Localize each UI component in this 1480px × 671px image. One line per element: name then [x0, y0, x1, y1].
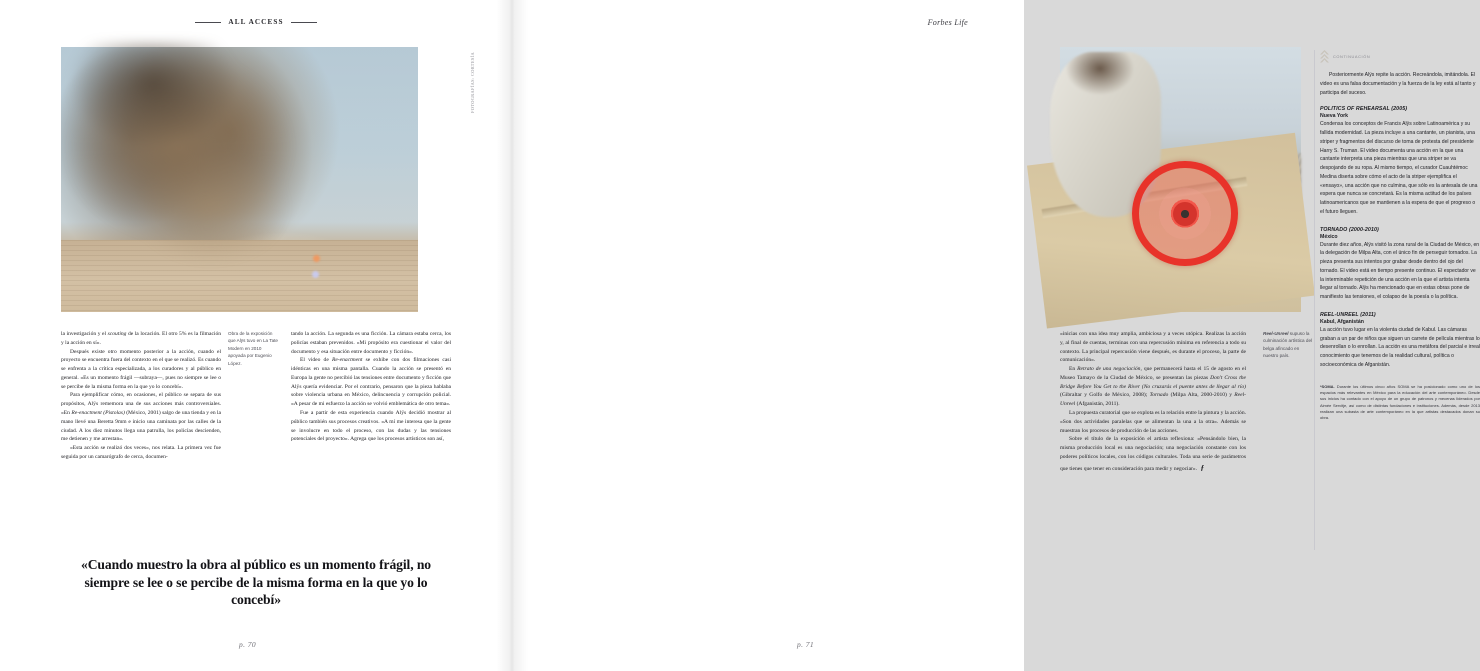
paragraph: La propuesta curatorial que se explota es la relación entre la pintura y la acción. «Son dos actividades paralelas que se alimentan la una a la otra». Además se muestran los procesos de producción de las acciones. [1060, 410, 1246, 434]
sidebar-continued-panel [1320, 50, 1480, 422]
body-column-right-1 [1060, 330, 1246, 474]
end-mark: ƒ [1200, 462, 1205, 472]
paragraph: Para ejemplificar cómo, en ocasiones, el público se separa de sus propósitos, Alÿs rememora una de sus acciones más controversiales. «En Re-enactment (Pistolas) (México, 2001) salgo de una tienda y en la mano llevé una Beretta 9mm e inicio una caminata por las calles de la ciudad. A los diez minutos llega una patrulla, los policías descienden, me detienen y me arrestan». [61, 392, 222, 443]
paragraph: «Esta acción se realizó dos veces», nos relata. La primera vez fue seguida por un camarógrafo de cerca, documen- [61, 445, 221, 460]
running-head-left [56, 18, 456, 26]
sidebar-entry-title: POLITICS OF REHEARSAL (2005) [1320, 106, 1408, 113]
sidebar-entry-body: Durante diez años, Alÿs visitó la zona rural de la Ciudad de México, en la delegación de Milpa Alta, con el único fin de perseguir tornados. La pieza presenta sus intentos por grabar desde dentro del ojo del tornado. El video está en tiempo presente continuo. El espectador ve la interminable repetición de una acción en la que el artista intenta llegar al tornado. Alÿs ha mencionado que en estas obras pone de manifiesto las tensiones, el colapso de la poesía o la política. [1320, 241, 1480, 300]
sidebar-entry-body: La acción tuvo lugar en la violenta ciudad de Kabul. Las cámaras graban a un par de niños que siguen un carrete de película mientras lo desenrollan o lo enrollan. La acción es una metáfora del parcial e irreal conocimiento que tenemos de la realidad cultural, política o socioeconómica de Afganistán. [1320, 326, 1480, 368]
continued-label: CONTINUACIÓN [1333, 53, 1371, 59]
reel-unreel-boy-photo [1060, 47, 1301, 312]
photo-reel-hub [1173, 202, 1197, 226]
paragraph: tando la acción. La segunda es una ficción. La cámara estaba cerca, los policías estaban prevenidos. «Mi propósito era cuestionar el valor del documento y esa situación entre documento y ficción». [291, 331, 451, 355]
page-left [0, 0, 512, 671]
photo-lens-flare-orange [313, 255, 320, 262]
continued-marker [1320, 50, 1480, 62]
paragraph: Después existe otro momento posterior a la acción, cuando el proyecto se encuentra fuera del contexto en el que se realizó. Es cuando se enfrenta a la crítica especializada, a los curadores y al público en general. «Es un momento frágil —subraya—, pues no siempre se lee o se percibe de la misma forma en la que yo lo concebí». [61, 348, 221, 390]
body-column-left-2 [291, 330, 451, 444]
tornado-dust-devil-photo [61, 47, 418, 312]
pull-quote: «Cuando muestro la obra al público es un momento frágil, no siempre se lee o se percibe de la misma forma en la que yo lo concebí» [81, 557, 431, 608]
body-column-left-1 [61, 330, 221, 462]
paragraph: En Retrato de una negociación, que permanecerá hasta el 15 de agosto en el Museo Tamayo de la Ciudad de México, se presentan las piezas Don't Cross the Bridge Before You Get to the River (No cruzarás el puente antes de llegar al río) (Gibraltar y Golfo de México, 2008); Tornado (Milpa Alta, 2000-2010) y Reel-Unreel (Afganistán, 2011). [1060, 366, 1246, 408]
sidebar-entry-body: Condensa los conceptos de Francis Alÿs sobre Latinoamérica y su fallida modernidad. La pieza incluye a una cantante, un pianista, una striper y fragmentos del discurso de toma de protesta del presidente Harry S. Truman. El video documenta una acción en la que una cantante interpreta una pieza mientras que una striper se va despojando de su ropa. Al mismo tiempo, el curador Cuauhtémoc Medina diserta sobre cómo el acto de la striper ejemplifica el «ensayo», una acción que no culmina, que sólo es la antesala de una espera que nunca se concretará. Es la misma actitud de los países latinoamericanos que se mantienen a la espera de que el progreso o el futuro lleguen. [1320, 121, 1478, 215]
photo-dust-column [47, 42, 311, 270]
chevron-up-icon [1320, 50, 1329, 62]
sidebar-footnote [1320, 384, 1480, 422]
sidebar-footnote-label: *SOMA. [1320, 383, 1335, 389]
caption-right-title: Reel-Unreel [1263, 331, 1289, 336]
folio-right: p. 71 [797, 640, 814, 649]
paragraph: El video de Re-enactment se exhibe con dos filmaciones casi idénticas en una misma pantalla. Cuando la acción se presentó en Europa la gente no percibió las tensiones entre documento y ficción que Alÿs quería evidenciar. Por el contrario, pensaron que la pieza hablaba sobre violencia urbana en México, delincuencia y corrupción policial. «A pesar de mi esfuerzo la acción se volvió emblemática de otro tema». [291, 357, 451, 408]
page-right [512, 0, 1480, 671]
sidebar-entry-place: Kabul, Afganistán [1320, 318, 1364, 325]
photo-lens-flare-blue [312, 271, 319, 278]
folio-left: p. 70 [239, 640, 256, 649]
photo-red-film-reel [1132, 161, 1238, 266]
sidebar-entry-place: México [1320, 233, 1338, 240]
sidebar-entry-title: TORNADO (2000-2010) [1320, 226, 1379, 233]
sidebar-footnote-body: Durante los últimos cinco años SOMA se ha posicionado como uno de los espacios más relevantes en México para la educación del arte contemporáneo. Desde sus inicios ha contado con el apoyo de un grupo de patronos y mecenas liderados por Aimée Servitje, así como de distintas fundaciones e instituciones. Además, desde 2013 realizan una subasta de arte contemporáneo en la que artistas destacados donan su obra. [1320, 383, 1480, 421]
paragraph: la investigación y el scouting de la locación. El otro 5% es la filmación y la acción en sí». [61, 331, 221, 346]
photo-credit-vertical: FOTOGRAFÍAS: CORTESÍA [470, 52, 475, 114]
sidebar-entry-title: REEL-UNREEL (2011) [1320, 311, 1376, 318]
sidebar-entry-place: Nueva York [1320, 113, 1349, 120]
rule-right [291, 22, 317, 23]
sidebar-intro-paragraph: Posteriormente Alÿs repite la acción. Recreándola, imitándola. El video es una falsa documentación y la fuerza de la ley está al tanto y participa del suceso. [1320, 72, 1476, 96]
caption-right [1263, 330, 1313, 360]
rule-left [195, 22, 221, 23]
caption-left: Obra de la exposición que Alÿs tuvo en La Tate Modern en 2010 apoyada por Eugenio López. [228, 331, 278, 366]
running-head-left-label: ALL ACCESS [228, 18, 284, 26]
caption-right-text: supuso la culminación artística del belga afincado en nuestro país. [1263, 331, 1313, 359]
paragraph: «inicias con una idea muy amplia, ambiciosa y a veces utópica. Realizas la acción y, al final de cuentas, terminas con una repercusión mínima en referencia a todo su contexto. La principal repercusión viene después, es durante el proceso, la parte de comunicación». [1060, 331, 1246, 364]
running-head-right: Forbes Life [927, 18, 968, 27]
paragraph: Fue a partir de esta experiencia cuando Alÿs decidió mostrar al público también sus procesos creativos. «A mí me interesa que la gente se involucre en todo el proceso, con las dudas y las tensiones potenciales del proyecto». Agrega que los procesos artísticos son así, [291, 410, 451, 443]
paragraph: Sobre el título de la exposición el artista reflexiona: «Pensándolo bien, la misma producción local es una negociación; una negociación constante con los poderes políticos locales, con los códigos culturales. Toda una serie de parámetros que tienes que tener en consideración para medir y negociar». ƒ [1060, 436, 1246, 472]
sidebar-divider-rule [1314, 50, 1315, 550]
